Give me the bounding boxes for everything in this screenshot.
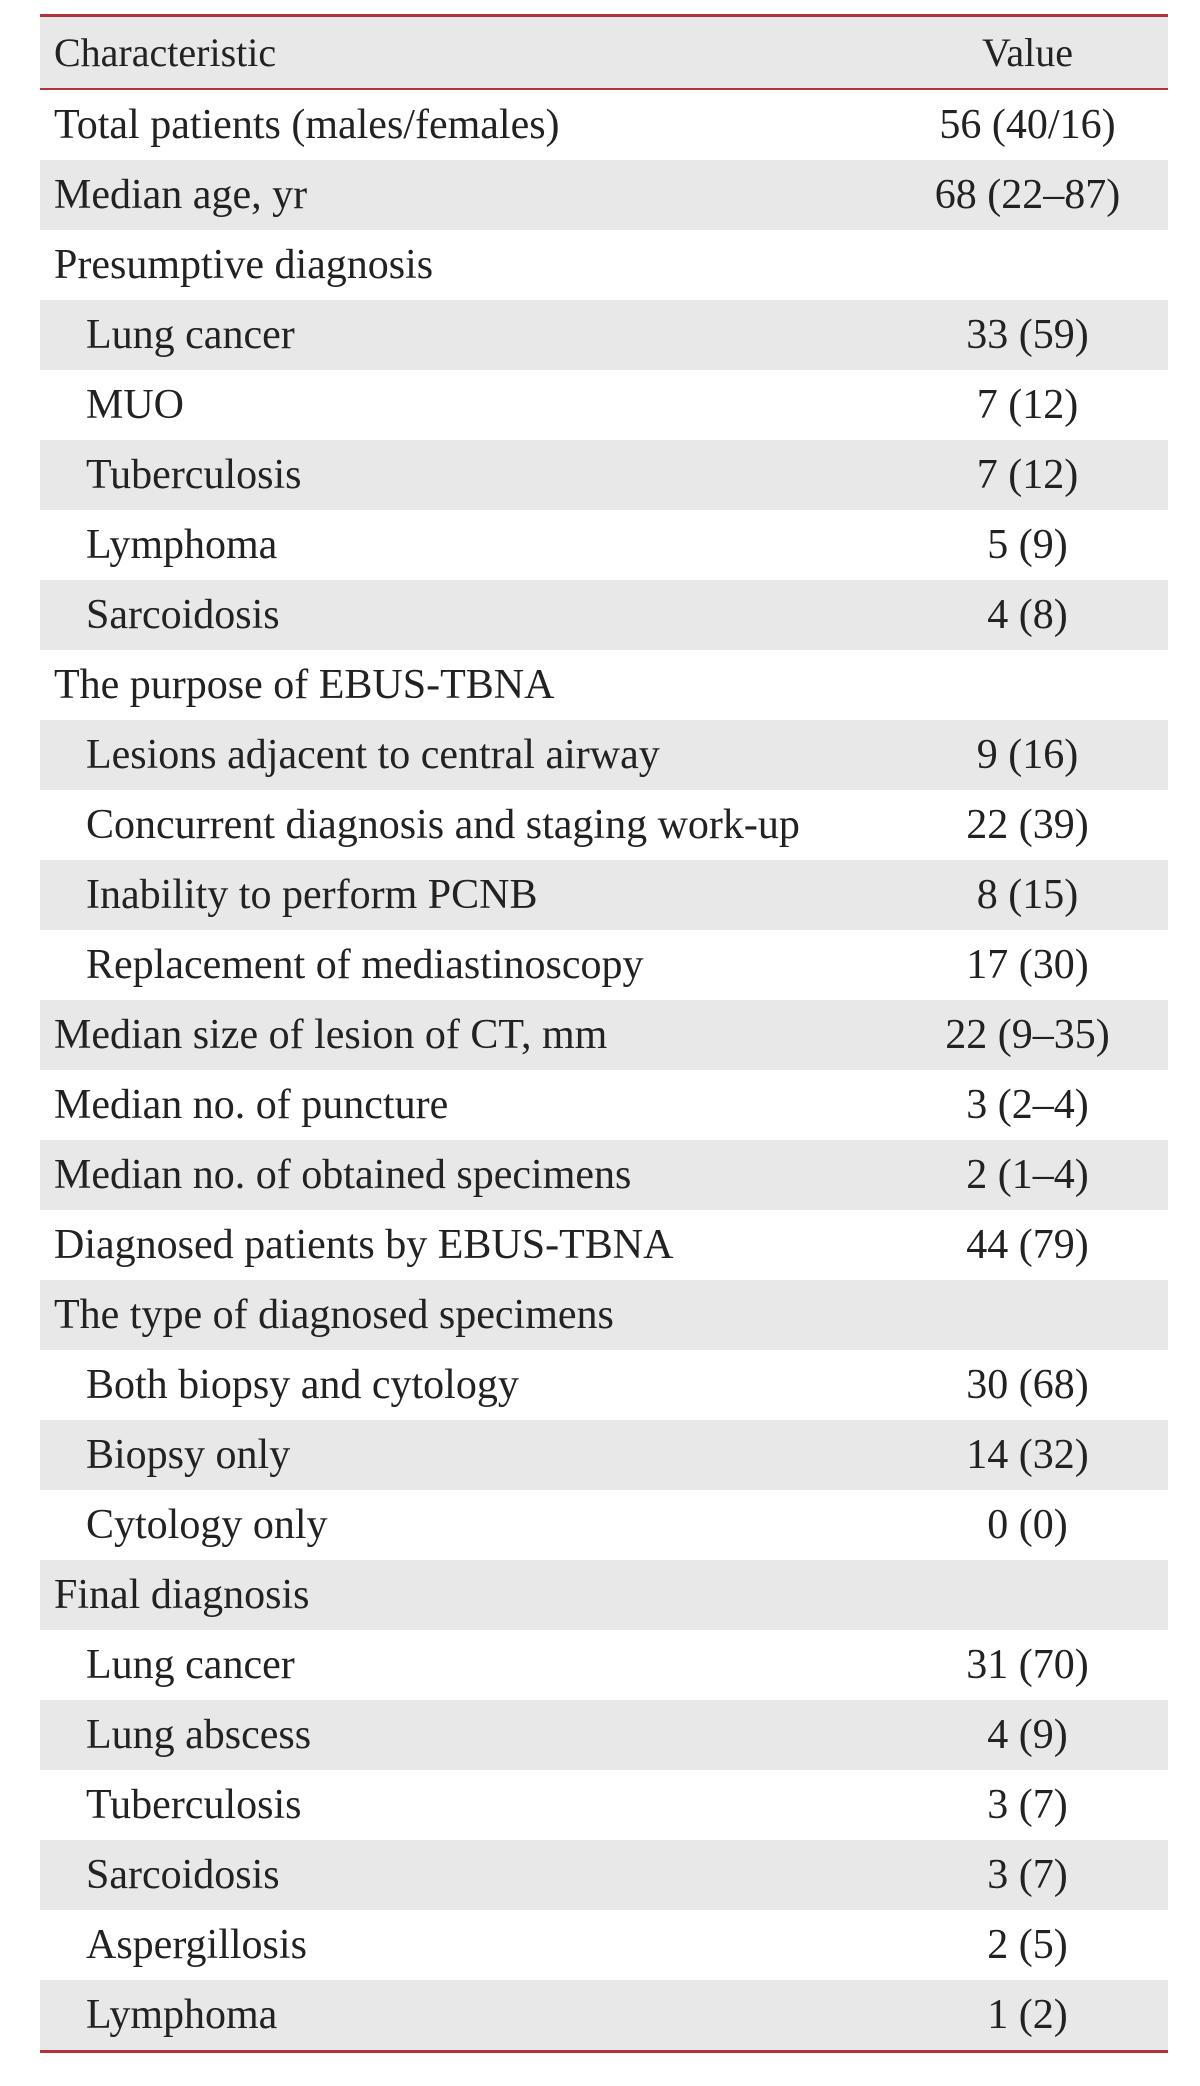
row-value: 7 (12) <box>927 440 1168 510</box>
row-label: Biopsy only <box>40 1420 927 1490</box>
row-value: 22 (9–35) <box>927 1000 1168 1070</box>
header-value: Value <box>927 17 1168 88</box>
row-label: Replacement of mediastinoscopy <box>86 942 644 988</box>
row-label: Final diagnosis <box>40 1560 927 1630</box>
table-row <box>40 1770 1168 1840</box>
row-value: 56 (40/16) <box>939 102 1116 148</box>
table-row <box>40 1490 1168 1560</box>
table-row <box>40 1420 1168 1490</box>
table-body <box>40 90 1168 2050</box>
row-label: Concurrent diagnosis and staging work-up <box>86 802 800 848</box>
table-row <box>40 1210 1168 1280</box>
row-value: 9 (16) <box>927 720 1168 790</box>
row-value <box>927 1560 1168 1630</box>
table-row <box>40 720 1168 790</box>
table-row <box>40 300 1168 370</box>
row-label: Both biopsy and cytology <box>86 1362 519 1408</box>
table-row <box>40 510 1168 580</box>
row-value: 2 (5) <box>987 1922 1068 1968</box>
table-row <box>40 1000 1168 1070</box>
row-label: Lung cancer <box>86 1642 295 1688</box>
table-row <box>40 440 1168 510</box>
row-label: Median size of lesion of CT, mm <box>40 1000 927 1070</box>
row-label: Lesions adjacent to central airway <box>40 720 927 790</box>
table-row <box>40 930 1168 1000</box>
row-value: 14 (32) <box>927 1420 1168 1490</box>
table-row <box>40 1910 1168 1980</box>
row-value: 0 (0) <box>987 1502 1068 1548</box>
row-label: Sarcoidosis <box>40 580 927 650</box>
row-value: 17 (30) <box>966 942 1089 988</box>
data-table <box>40 17 1168 88</box>
row-label: Presumptive diagnosis <box>54 242 434 288</box>
row-value: 1 (2) <box>927 1980 1168 2050</box>
table-row <box>40 160 1168 230</box>
row-label: Diagnosed patients by EBUS-TBNA <box>54 1222 674 1268</box>
row-value: 68 (22–87) <box>927 160 1168 230</box>
row-label: Total patients (males/females) <box>54 102 560 148</box>
data-table-body <box>40 90 1168 2050</box>
row-label: Inability to perform PCNB <box>40 860 927 930</box>
header-characteristic: Characteristic <box>40 17 927 88</box>
row-value: 8 (15) <box>927 860 1168 930</box>
row-value: 33 (59) <box>927 300 1168 370</box>
row-value: 44 (79) <box>966 1222 1089 1268</box>
bottom-rule <box>40 2050 1168 2053</box>
row-value <box>927 650 1168 720</box>
row-label: Lymphoma <box>86 522 278 568</box>
row-label: Median no. of puncture <box>54 1082 449 1128</box>
row-label: Lymphoma <box>40 1980 927 2050</box>
table-row <box>40 1070 1168 1140</box>
row-value: 3 (7) <box>987 1782 1068 1828</box>
row-value <box>927 230 1168 300</box>
row-label: Tuberculosis <box>86 1782 302 1828</box>
row-value: 7 (12) <box>976 382 1079 428</box>
table-row <box>40 1560 1168 1630</box>
row-value: 3 (7) <box>927 1840 1168 1910</box>
row-value: 5 (9) <box>987 522 1068 568</box>
table-row <box>40 90 1168 160</box>
table-row <box>40 1350 1168 1420</box>
row-value: 2 (1–4) <box>927 1140 1168 1210</box>
table-row <box>40 1700 1168 1770</box>
header-row <box>40 17 1168 88</box>
table-row <box>40 860 1168 930</box>
row-value <box>927 1280 1168 1350</box>
table-row <box>40 580 1168 650</box>
table-row <box>40 370 1168 440</box>
row-label: Sarcoidosis <box>40 1840 927 1910</box>
table-row <box>40 1980 1168 2050</box>
row-label: Cytology only <box>86 1502 328 1548</box>
table-row <box>40 1140 1168 1210</box>
row-label: Lung abscess <box>40 1700 927 1770</box>
row-value: 4 (9) <box>927 1700 1168 1770</box>
row-value: 3 (2–4) <box>966 1082 1089 1128</box>
row-label: Tuberculosis <box>40 440 927 510</box>
row-label: Median age, yr <box>40 160 927 230</box>
row-label: Aspergillosis <box>86 1922 307 1968</box>
table-row <box>40 650 1168 720</box>
row-value: 31 (70) <box>966 1642 1089 1688</box>
row-label: The purpose of EBUS-TBNA <box>54 662 555 708</box>
row-label: Median no. of obtained specimens <box>40 1140 927 1210</box>
row-value: 30 (68) <box>966 1362 1089 1408</box>
table-row <box>40 1840 1168 1910</box>
table-row <box>40 230 1168 300</box>
row-value: 4 (8) <box>927 580 1168 650</box>
row-value: 22 (39) <box>966 802 1089 848</box>
row-label: The type of diagnosed specimens <box>40 1280 927 1350</box>
table-row <box>40 1280 1168 1350</box>
row-label: MUO <box>86 382 185 428</box>
table-row <box>40 1630 1168 1700</box>
characteristics-table <box>40 14 1168 2053</box>
table-row <box>40 790 1168 860</box>
row-label: Lung cancer <box>40 300 927 370</box>
